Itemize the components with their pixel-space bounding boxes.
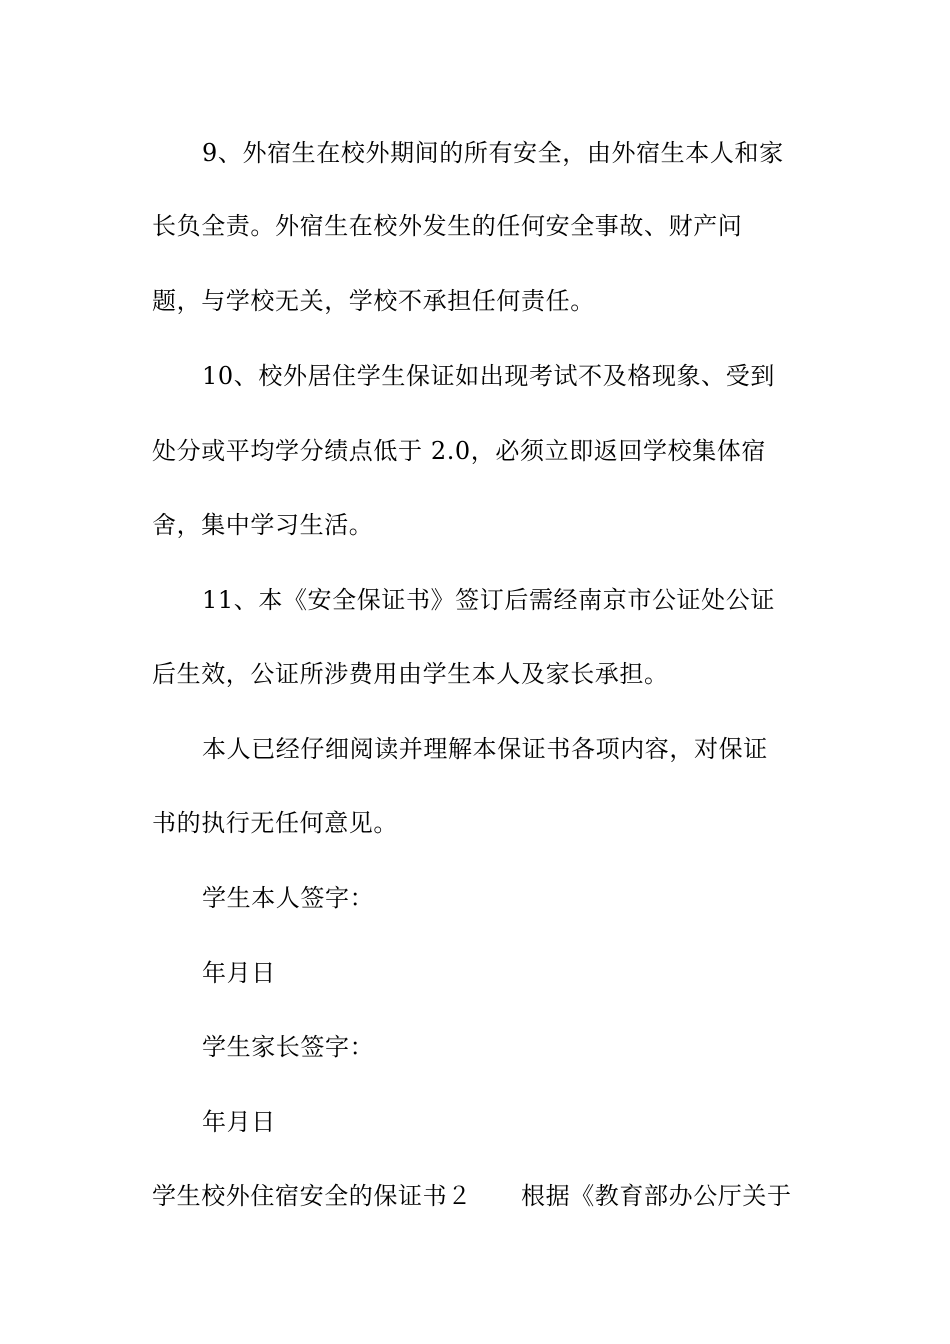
student-date-label: 年月日 bbox=[202, 959, 276, 987]
parent-date-label: 年月日 bbox=[202, 1108, 276, 1136]
text-line: 本人已经仔细阅读并理解本保证书各项内容，对保证 bbox=[202, 735, 768, 763]
text-line: 后生效，公证所涉费用由学生本人及家长承担。 bbox=[152, 660, 669, 688]
text-line: 题，与学校无关，学校不承担任何责任。 bbox=[152, 287, 595, 315]
student-signature-label: 学生本人签字： bbox=[202, 884, 375, 912]
text-line: 10、校外居住学生保证如出现考试不及格现象、受到 bbox=[202, 362, 775, 390]
text-line: 9、外宿生在校外期间的所有安全，由外宿生本人和家 bbox=[202, 139, 784, 167]
text-line: 舍，集中学习生活。 bbox=[152, 511, 374, 539]
text-line: 书的执行无任何意见。 bbox=[152, 809, 398, 837]
parent-signature-label: 学生家长签字： bbox=[202, 1033, 375, 1061]
text-line: 处分或平均学分绩点低于 2.0，必须立即返回学校集体宿 bbox=[152, 437, 766, 465]
next-section-heading: 学生校外住宿安全的保证书２ 根据《教育部办公厅关于 bbox=[152, 1182, 792, 1210]
text-line: 长负全责。外宿生在校外发生的任何安全事故、财产问 bbox=[152, 212, 743, 240]
text-line: 11、本《安全保证书》签订后需经南京市公证处公证 bbox=[202, 586, 775, 614]
